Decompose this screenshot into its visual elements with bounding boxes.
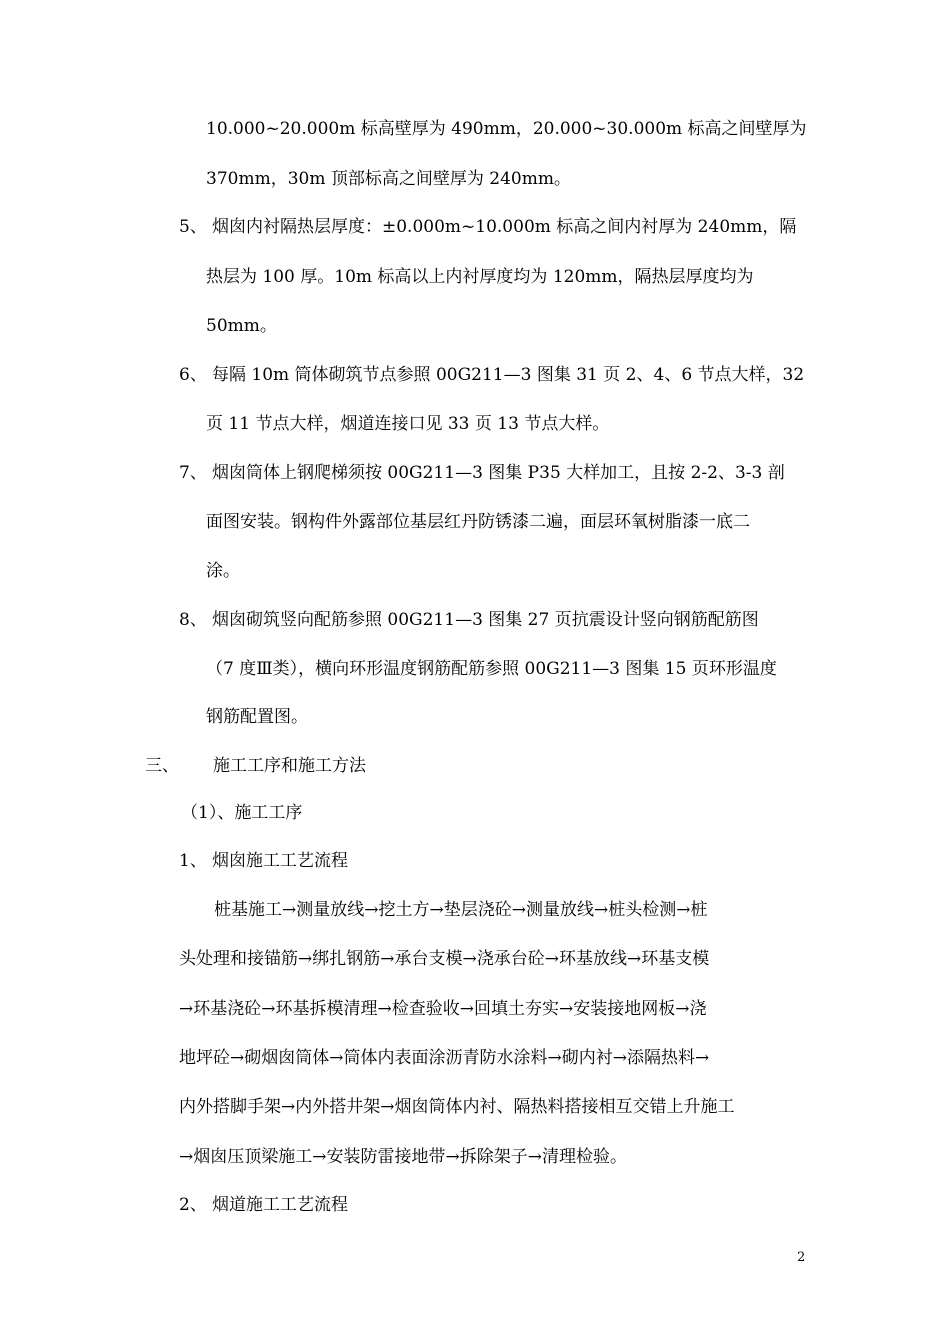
- text-line: 烟囱筒体上钢爬梯须按 00G211—3 图集 P35 大样加工，且按 2-2、3-3 剖: [212, 463, 785, 483]
- text-line: 50mm。: [206, 316, 277, 336]
- text-line: 面图安装。钢构件外露部位基层红丹防锈漆二遍，面层环氧树脂漆一底二: [206, 512, 750, 532]
- text-line: 页 11 节点大样，烟道连接口见 33 页 13 节点大样。: [206, 414, 610, 434]
- text-line: 涂。: [206, 561, 240, 581]
- text-line: 烟囱施工工艺流程: [212, 851, 348, 871]
- text-line: 头处理和接锚筋→绑扎钢筋→承台支模→浇承台砼→环基放线→环基支模: [179, 949, 710, 969]
- text-line: 烟道施工工艺流程: [212, 1195, 348, 1215]
- text-line: →环基浇砼→环基拆模清理→检查验收→回填土夯实→安装接地网板→浇: [179, 999, 707, 1019]
- text-line: →烟囱压顶梁施工→安装防雷接地带→拆除架子→清理检验。: [179, 1147, 627, 1167]
- text-line: 热层为 100 厚。10m 标高以上内衬厚度均为 120mm，隔热层厚度均为: [206, 267, 754, 287]
- subsection-title: （1）、施工工序: [181, 803, 303, 823]
- text-line: 烟囱内衬隔热层厚度：±0.000m~10.000m 标高之间内衬厚为 240mm，隔: [212, 217, 797, 237]
- text-line: 370mm，30m 顶部标高之间壁厚为 240mm。: [206, 169, 571, 189]
- text-line: 10.000~20.000m 标高壁厚为 490mm，20.000~30.000m 标高之间壁厚为: [206, 119, 807, 139]
- list-number: 6、: [179, 365, 207, 385]
- list-number: 1、: [179, 851, 207, 871]
- list-number: 5、: [179, 217, 207, 237]
- text-line: 每隔 10m 筒体砌筑节点参照 00G211—3 图集 31 页 2、4、6 节点大样，32: [212, 365, 805, 385]
- text-line: 地坪砼→砌烟囱筒体→筒体内表面涂沥青防水涂料→砌内衬→添隔热料→: [179, 1048, 710, 1068]
- text-line: 钢筋配置图。: [206, 707, 308, 727]
- list-number: 2、: [179, 1195, 207, 1215]
- section-number: 三、: [145, 756, 179, 776]
- text-line: 桩基施工→测量放线→挖土方→垫层浇砼→测量放线→桩头检测→桩: [214, 900, 708, 920]
- page-number: 2: [797, 1250, 806, 1265]
- text-line: （7 度Ⅲ类），横向环形温度钢筋配筋参照 00G211—3 图集 15 页环形温度: [206, 659, 777, 679]
- list-number: 7、: [179, 463, 207, 483]
- text-line: 内外搭脚手架→内外搭井架→烟囱筒体内衬、隔热料搭接相互交错上升施工: [179, 1097, 735, 1117]
- text-line: 烟囱砌筑竖向配筋参照 00G211—3 图集 27 页抗震设计竖向钢筋配筋图: [212, 610, 759, 630]
- list-number: 8、: [179, 610, 207, 630]
- section-title: 施工工序和施工方法: [213, 756, 366, 776]
